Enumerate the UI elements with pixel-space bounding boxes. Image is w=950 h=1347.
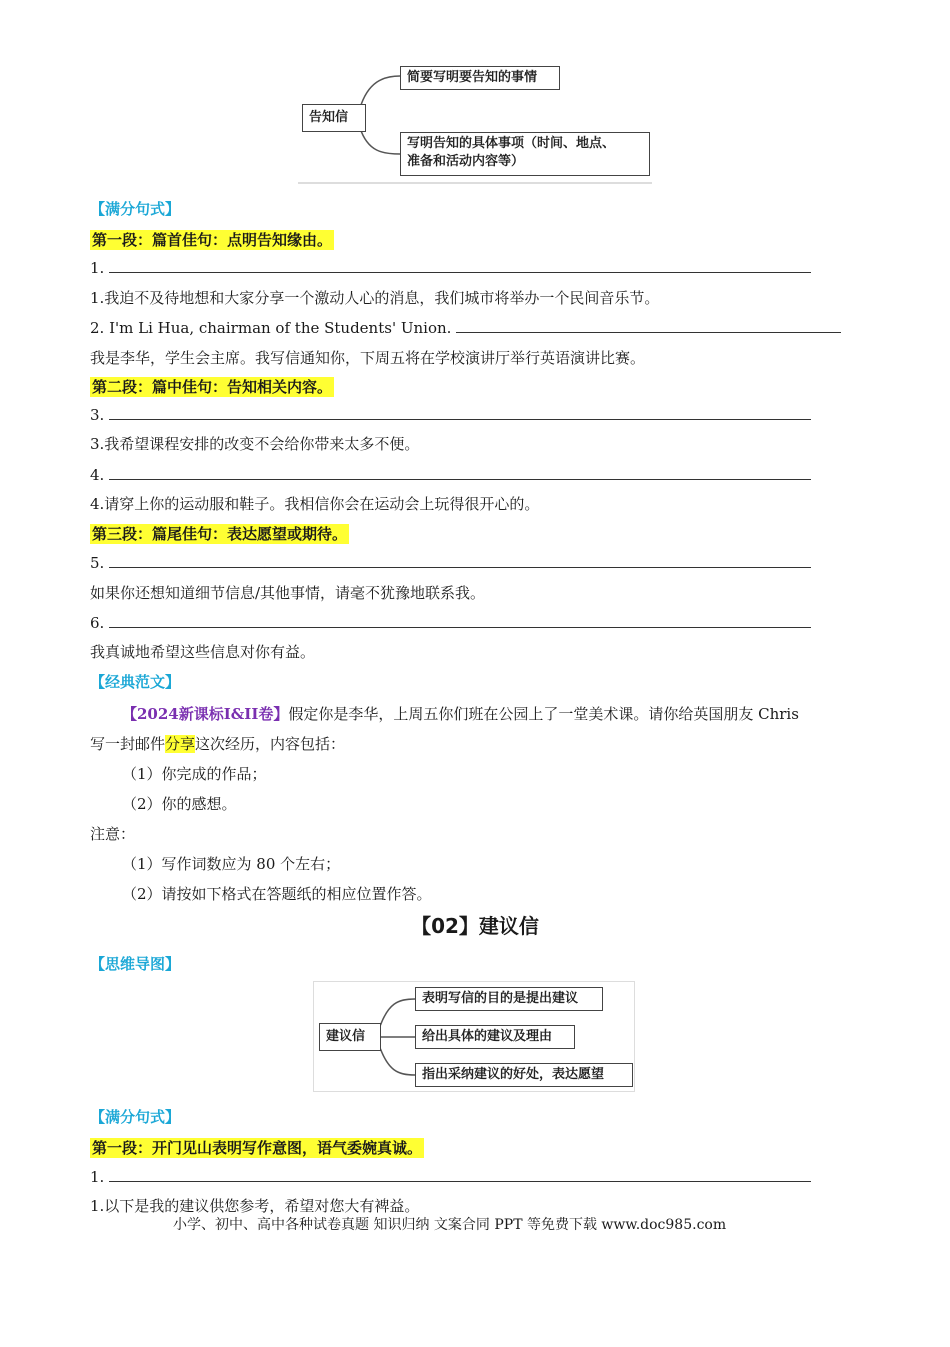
blank-line-item <box>90 553 811 573</box>
item-number: 6. <box>90 614 105 632</box>
translation-text: 4.请穿上你的运动服和鞋子。我相信你会在运动会上玩得很开心的。 <box>90 495 540 513</box>
translation-text: 如果你还想知道细节信息/其他事情，请毫不犹豫地联系我。 <box>90 584 486 602</box>
paragraph-heading <box>90 230 334 250</box>
blank-line-item <box>90 465 811 485</box>
mindmap-branch-node: 指出采纳建议的好处，表达愿望 <box>415 1063 633 1087</box>
highlighted-word: 分享 <box>165 735 196 753</box>
mindmap-suggestion-letter <box>313 981 635 1093</box>
section-tag-classic-essay: 【经典范文】 <box>90 673 181 691</box>
essay-prompt-line <box>90 734 345 754</box>
answer-blank[interactable] <box>456 318 841 333</box>
translation-text: 1.我迫不及待地想和大家分享一个激动人心的消息，我们城市将举办一个民间音乐节。 <box>90 289 660 307</box>
highlighted-text: 第二段：篇中佳句：告知相关内容。 <box>92 378 333 396</box>
highlighted-text: 第一段：篇首佳句：点明告知缘由。 <box>92 231 333 249</box>
item-number: 4. <box>90 466 105 484</box>
paragraph-heading <box>90 1138 424 1158</box>
english-sentence: 2. I'm Li Hua, chairman of the Students' Union. <box>90 319 452 337</box>
mindmap-branch-node: 简要写明要告知的事情 <box>400 66 560 90</box>
answer-blank[interactable] <box>109 405 811 420</box>
mindmap-branch-node: 给出具体的建议及理由 <box>415 1025 575 1049</box>
mindmap-center-node: 建议信 <box>319 1023 381 1051</box>
mindmap-branch-node: 表明写信的目的是提出建议 <box>415 987 603 1011</box>
translation-text: 1.以下是我的建议供您参考，希望对您大有裨益。 <box>90 1197 420 1215</box>
prompt-text: 假定你是李华，上周五你们班在公园上了一堂美术课。请你给英国朋友 Chris <box>288 705 799 723</box>
mindmap-center-node: 告知信 <box>302 104 366 132</box>
section-tag-full-score: 【满分句式】 <box>90 200 181 218</box>
mindmap-branch-line: 准备和活动内容等） <box>407 154 525 169</box>
paragraph-heading <box>90 377 334 397</box>
item-number: 3. <box>90 406 105 424</box>
prompt-text: 写一封邮件 <box>90 735 166 753</box>
mindmap-branch-node <box>400 132 650 176</box>
highlighted-text: 第一段：开门见山表明写作意图，语气委婉真诚。 <box>92 1139 423 1157</box>
answer-blank[interactable] <box>109 1167 811 1182</box>
highlighted-text: 第三段：篇尾佳句：表达愿望或期待。 <box>92 525 348 543</box>
answer-blank[interactable] <box>109 258 811 273</box>
section-tag-mindmap: 【思维导图】 <box>90 955 181 973</box>
requirement-item: （2）你的感想。 <box>122 795 237 813</box>
prompt-text: 这次经历，内容包括： <box>195 735 346 753</box>
essay-prompt-line <box>122 704 799 724</box>
section-tag-full-score: 【满分句式】 <box>90 1108 181 1126</box>
blank-line-item <box>90 1167 811 1187</box>
note-item: （1）写作词数应为 80 个左右； <box>122 855 341 873</box>
item-number: 1. <box>90 1168 105 1186</box>
mindmap-branch-line: 写明告知的具体事项（时间、地点、 <box>407 136 616 151</box>
answer-blank[interactable] <box>109 465 811 480</box>
answer-blank[interactable] <box>109 553 811 568</box>
mindmap-notice-letter <box>298 62 652 186</box>
item-number: 5. <box>90 554 105 572</box>
translation-text: 3.我希望课程安排的改变不会给你带来太多不便。 <box>90 435 420 453</box>
blank-line-item <box>90 258 811 278</box>
translation-text: 我真诚地希望这些信息对你有益。 <box>90 643 316 661</box>
note-item: （2）请按如下格式在答题纸的相应位置作答。 <box>122 885 432 903</box>
blank-line-item <box>90 318 841 338</box>
blank-line-item <box>90 405 811 425</box>
section-title: 【02】建议信 <box>411 914 539 938</box>
requirement-item: （1）你完成的作品； <box>122 765 267 783</box>
item-number: 1. <box>90 259 105 277</box>
note-label: 注意： <box>90 825 136 843</box>
page-footer: 小学、初中、高中各种试卷真题 知识归纳 文案合同 PPT 等免费下载 www.doc985.com <box>173 1217 727 1233</box>
exam-source: 【2024新课标I&II卷】 <box>122 705 289 723</box>
blank-line-item <box>90 613 811 633</box>
paragraph-heading <box>90 524 349 544</box>
answer-blank[interactable] <box>109 613 811 628</box>
translation-text: 我是李华，学生会主席。我写信通知你，下周五将在学校演讲厅举行英语演讲比赛。 <box>90 349 646 367</box>
